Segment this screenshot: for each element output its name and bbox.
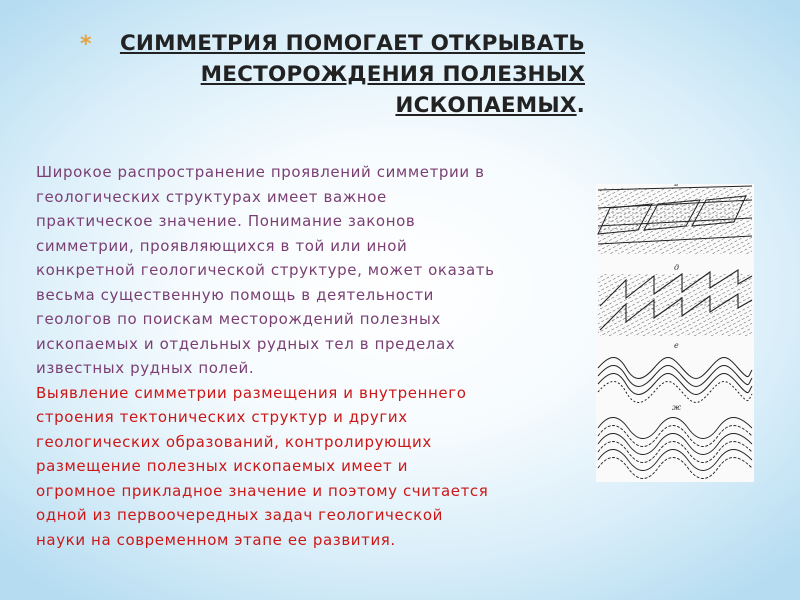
paragraph-line: геологических структурах имеет важное [36,187,387,206]
paragraph-line: строения тектонических структур и других [36,408,408,426]
panel-d-structure [598,270,752,336]
paragraph-line: известных рудных полей. [36,359,255,377]
paragraph-line: весьма существенную помощь в деятельности [36,285,435,304]
slide-title [80,28,585,121]
panel-zh-structure [598,418,752,479]
paragraph-line: конкретной геологической структуре, может оказать [36,261,495,279]
paragraph-line: Выявление симметрии размещения и внутреннего [36,383,467,402]
title-bullet-icon: * [80,32,92,57]
paragraph-line: одной из первоочередных задач геологической [36,506,443,524]
paragraph-line: размещение полезных ископаемых имеет и [36,457,409,475]
panel-v-structure [598,186,752,254]
panel-label-e: е [674,341,679,350]
panel-e-structure [598,358,752,403]
panel-label-v: в [674,184,678,188]
paragraph-line: ископаемых и отдельных рудных тел в пределах [36,334,456,353]
geological-structures-figure [596,184,754,482]
panel-label-d: д [674,263,680,272]
title-line-2: МЕСТОРОЖДЕНИЯ ПОЛЕЗНЫХ [200,62,585,87]
paragraph-applied-value [36,381,576,553]
paragraph-line: практическое значение. Понимание законов [36,212,416,230]
title-line-3: ИСКОПАЕМЫХ. [395,93,585,118]
paragraph-practical-value [36,160,576,381]
title-line-1: СИММЕТРИЯ ПОМОГАЕТ ОТКРЫВАТЬ [119,31,585,56]
paragraph-line: геологов по поискам месторождений полезных [36,310,441,328]
paragraph-line: Широкое распространение проявлений симметрии в [36,163,485,181]
geological-structures-drawing [596,184,754,482]
panel-label-zh: ж [672,403,682,412]
paragraph-line: огромное прикладное значение и поэтому считается [36,481,489,500]
paragraph-line: симметрии, проявляющихся в той или иной [36,236,408,255]
slide-body [36,160,576,552]
paragraph-line: науки на современном этапе ее развития. [36,530,396,549]
paragraph-line: геологических образований, контролирующих [36,432,432,451]
